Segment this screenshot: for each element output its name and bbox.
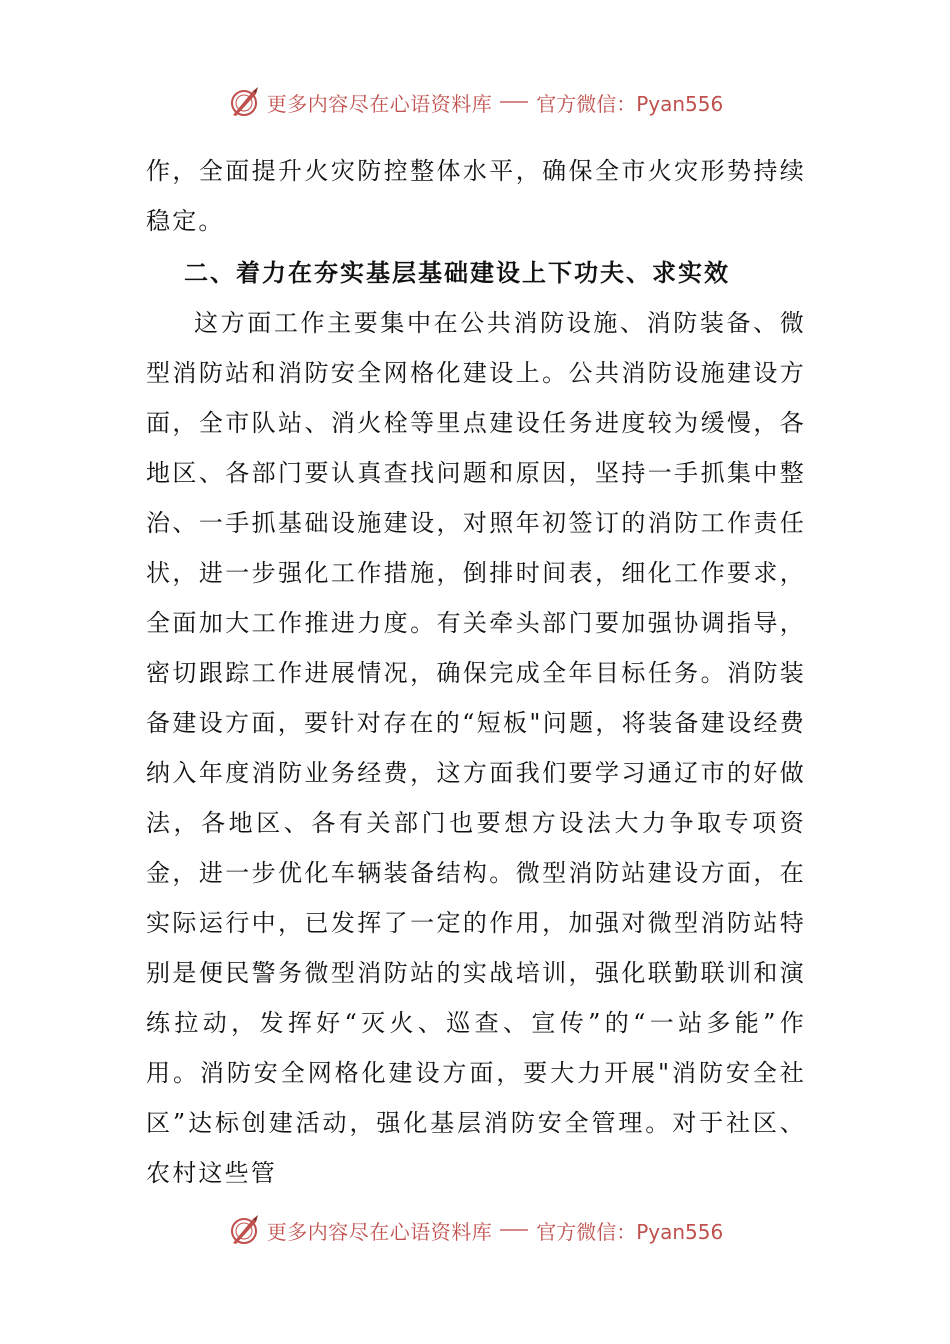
banner-dash-divider <box>500 101 528 103</box>
banner-brand-text: 更多内容尽在心语资料库 <box>266 1219 493 1244</box>
banner-dash-divider <box>500 1229 528 1231</box>
body-paragraph: 这方面工作主要集中在公共消防设施、消防装备、微型消防站和消防安全网格化建设上。公共消防设施建设方面，全市队站、消火栓等里点建设任务进度较为缓慢，各地区、各部门要认真查找问题和原因，坚持一手抓集中整治、一手抓基础设施建设，对照年初签订的消防工作责任状，进一步强化工作措施，倒排时间表，细化工作要求，全面加大工作推进力度。有关牵头部门要加强协调指导，密切跟踪工作进展情况，确保完成全年目标任务。消防装备建设方面，要针对存在的“短板"问题，将装备建设经费纳入年度消防业务经费，这方面我们要学习通辽市的好做法，各地区、各有关部门也要想方设法大力争取专项资金，进一步优化车辆装备结构。微型消防站建设方面，在实际运行中，已发挥了一定的作用，加强对微型消防站特别是便民警务微型消防站的实战培训，强化联勤联训和演练拉动，发挥好“灭火、巡查、宣传”的“一站多能”作用。消防安全网格化建设方面，要大力开展"消防安全社区”达标创建活动，强化基层消防安全管理。对于社区、农村这些管 <box>146 309 806 1187</box>
header-banner <box>0 82 950 122</box>
footer-banner <box>0 1210 950 1250</box>
banner-contact-text: 官方微信：Pyan556 <box>536 1219 724 1244</box>
banner-brand-text: 更多内容尽在心语资料库 <box>266 91 493 116</box>
quill-pen-seal-icon <box>227 1213 261 1247</box>
section-heading: 二、着力在夯实基层基础建设上下功夫、求实效 <box>184 259 730 287</box>
continued-paragraph: 作，全面提升火灾防控整体水平，确保全市火灾形势持续稳定。 <box>146 157 806 235</box>
banner-contact-text: 官方微信：Pyan556 <box>536 91 724 116</box>
quill-pen-seal-icon <box>227 85 261 119</box>
document-body <box>146 146 806 1198</box>
